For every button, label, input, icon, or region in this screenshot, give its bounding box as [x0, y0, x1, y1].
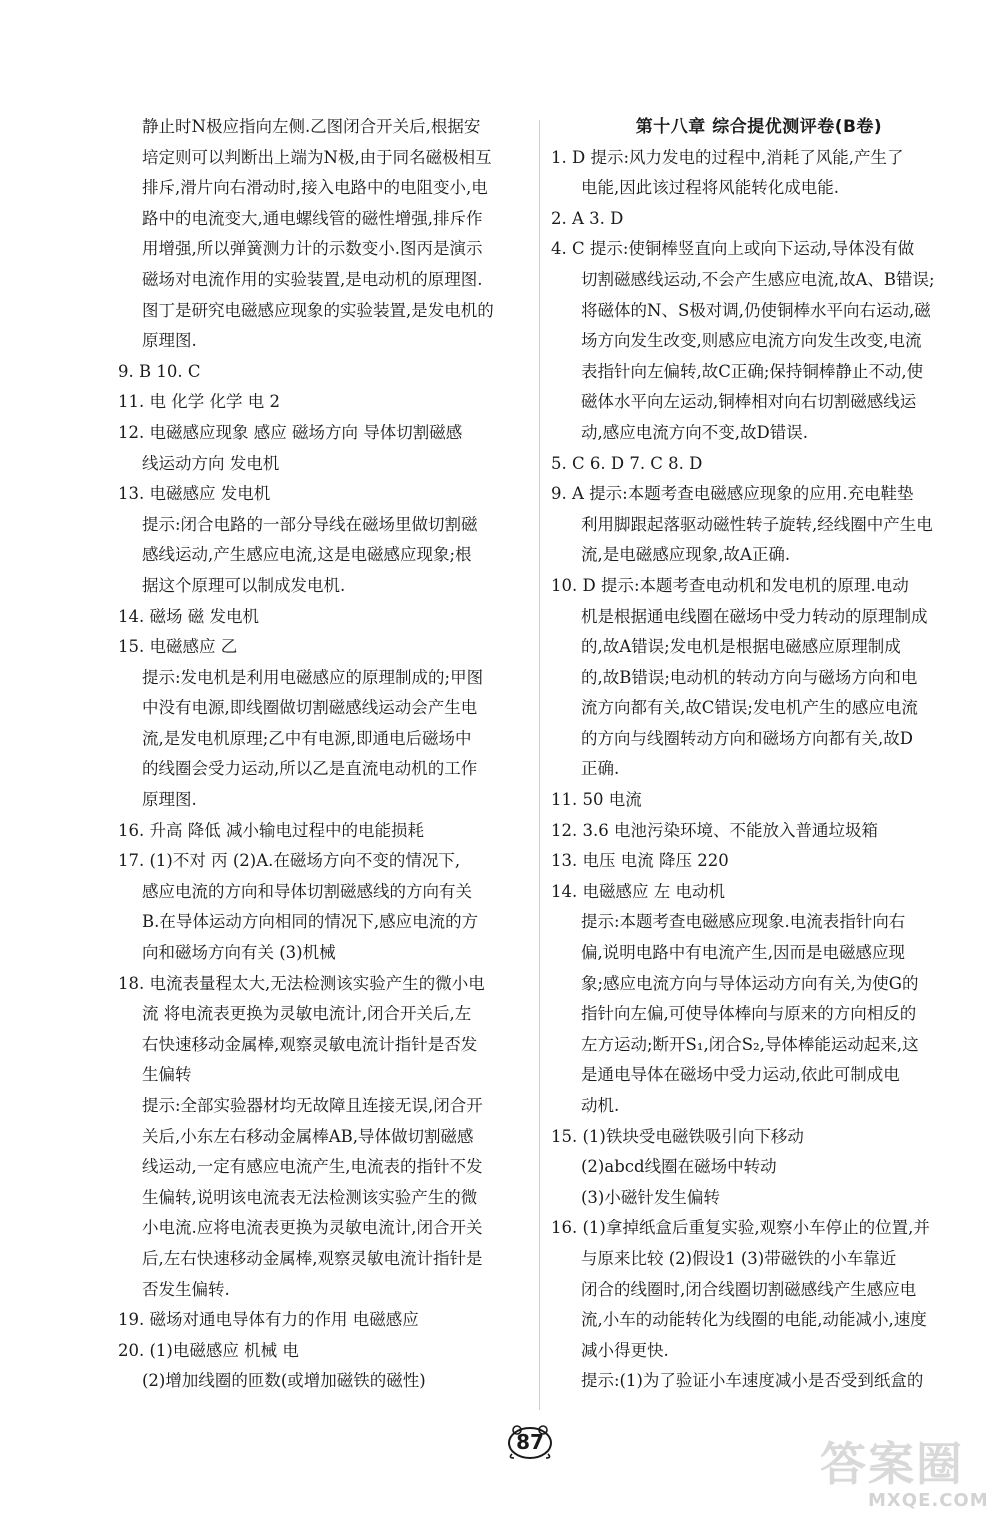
answer-line: 12. 电磁感应现象 感应 磁场方向 导体切割磁感: [118, 422, 463, 442]
text-line: 线运动,一定有感应电流产生,电流表的指针不发: [142, 1157, 483, 1177]
answer-line: 11. 50 电流: [551, 790, 642, 810]
answer-line: 11. 电 化学 化学 电 2: [118, 392, 280, 412]
text-line: 据这个原理可以制成发电机.: [142, 575, 346, 595]
answer-line: 15. 电磁感应 乙: [118, 637, 238, 657]
text-line: 机是根据通电线圈在磁场中受力转动的原理制成: [581, 606, 928, 626]
answer-line: 18. 电流表量程太大,无法检测该实验产生的微小电: [118, 973, 485, 993]
text-line: 原理图.: [142, 331, 197, 351]
text-line: 的线圈会受力运动,所以乙是直流电动机的工作: [142, 759, 478, 779]
answer-line: 1. D 提示:风力发电的过程中,消耗了风能,产生了: [551, 147, 904, 167]
page-number-text: 87: [516, 1430, 544, 1454]
text-line: 左方运动;断开S₁,闭合S₂,导体棒能运动起来,这: [581, 1034, 919, 1054]
text-line: 生偏转: [142, 1065, 192, 1085]
answer-line: 13. 电压 电流 降压 220: [551, 851, 729, 871]
text-line: 磁体水平向左运动,铜棒相对向右切割磁感线运: [581, 392, 917, 412]
answer-line: 20. (1)电磁感应 机械 电: [118, 1340, 299, 1360]
text-line: (3)小磁针发生偏转: [581, 1187, 720, 1207]
text-line: 流,小车的动能转化为线圈的电能,动能减小,速度: [581, 1310, 927, 1330]
answer-line: 15. (1)铁块受电磁铁吸引向下移动: [551, 1126, 804, 1146]
answer-line: 9. B 10. C: [118, 361, 201, 381]
text-line: 关后,小东左右移动金属棒AB,导体做切割磁感: [142, 1126, 474, 1146]
hint-line: 提示:发电机是利用电磁感应的原理制成的;甲图: [142, 667, 484, 687]
text-line: 右快速移动金属棒,观察灵敏电流计指针是否发: [142, 1034, 478, 1054]
text-line: 否发生偏转.: [142, 1279, 230, 1299]
hint-line: 提示:全部实验器材均无故障且连接无误,闭合开: [142, 1096, 483, 1115]
answer-line: 14. 磁场 磁 发电机: [118, 606, 259, 626]
answer-line: 16. (1)拿掉纸盒后重复实验,观察小车停止的位置,并: [551, 1218, 930, 1238]
text-line: 感线运动,产生感应电流,这是电磁感应现象;根: [142, 545, 472, 565]
text-line: 排斥,滑片向右滑动时,接入电路中的电阻变小,电: [142, 178, 488, 198]
answer-line: 14. 电磁感应 左 电动机: [551, 881, 725, 901]
text-line: 的,故B错误;电动机的转动方向与磁场方向和电: [581, 667, 918, 687]
hint-line: 提示:本题考查电磁感应现象.电流表指针向右: [581, 912, 906, 932]
text-line: 闭合的线圈时,闭合线圈切割磁感线产生感应电: [581, 1279, 917, 1299]
text-line: 表指针向左偏转,故C正确;保持铜棒静止不动,使: [581, 361, 924, 381]
text-line: 的,故A错误;发电机是根据电磁感应原理制成: [581, 637, 901, 657]
answer-line: 2. A 3. D: [551, 208, 624, 228]
text-line: 向和磁场方向有关 (3)机械: [142, 943, 336, 963]
text-line: 电能,因此该过程将风能转化成电能.: [581, 178, 839, 198]
text-line: (2)增加线圈的匝数(或增加磁铁的磁性): [142, 1371, 426, 1391]
answer-line: 13. 电磁感应 发电机: [118, 484, 271, 504]
text-line: 正确.: [581, 759, 620, 779]
text-line: 小电流.应将电流表更换为灵敏电流计,闭合开关: [142, 1218, 483, 1238]
text-line: 磁场对电流作用的实验装置,是电动机的原理图.: [142, 269, 483, 289]
right-column: [551, 112, 967, 1397]
column-divider: [539, 120, 540, 1410]
answer-line: 5. C 6. D 7. C 8. D: [551, 453, 703, 473]
text-line: 线运动方向 发电机: [142, 453, 280, 473]
text-line: 图丁是研究电磁感应现象的实验装置,是发电机的: [142, 300, 494, 320]
text-line: 中没有电源,即线圈做切割磁感线运动会产生电: [142, 698, 478, 718]
text-line: 与原来比较 (2)假设1 (3)带磁铁的小车靠近: [581, 1248, 897, 1268]
text-line: 场方向发生改变,则感应电流方向发生改变,电流: [581, 331, 922, 351]
text-line: 静止时N极应指向左侧.乙图闭合开关后,根据安: [142, 117, 481, 136]
text-line: 流,是电磁感应现象,故A正确.: [581, 545, 791, 565]
answer-line: 17. (1)不对 丙 (2)A.在磁场方向不变的情况下,: [118, 851, 461, 871]
text-line: 生偏转,说明该电流表无法检测该实验产生的微: [142, 1187, 478, 1207]
text-line: 原理图.: [142, 790, 197, 810]
answer-line: 16. 升高 降低 减小输电过程中的电能损耗: [118, 820, 424, 840]
watermark-title: 答案圈: [820, 1437, 964, 1491]
answer-line: 19. 磁场对通电导体有力的作用 电磁感应: [118, 1310, 419, 1330]
text-line: 切割磁感线运动,不会产生感应电流,故A、B错误;: [581, 269, 935, 289]
text-line: 路中的电流变大,通电螺线管的磁性增强,排斥作: [142, 208, 483, 228]
answer-line: 9. A 提示:本题考查电磁感应现象的应用.充电鞋垫: [551, 484, 914, 504]
answer-line: 12. 3.6 电池污染环境、不能放入普通垃圾箱: [551, 820, 878, 840]
text-line: (2)abcd线圈在磁场中转动: [581, 1157, 777, 1177]
text-line: 后,左右快速移动金属棒,观察灵敏电流计指针是: [142, 1248, 483, 1268]
text-line: 减小得更快.: [581, 1340, 669, 1360]
text-line: 培定则可以判断出上端为N极,由于同名磁极相互: [142, 147, 492, 167]
watermark-url: MXQE.COM: [868, 1490, 989, 1511]
text-line: 是通电导体在磁场中受力运动,依此可制成电: [581, 1065, 900, 1085]
section-heading: 第十八章 综合提优测评卷(B卷): [635, 117, 883, 137]
watermark-logo: [820, 1437, 990, 1520]
text-line: 的方向与线圈转动方向和磁场方向都有关,故D: [581, 728, 913, 748]
text-line: 用增强,所以弹簧测力计的示数变小.图丙是演示: [142, 239, 483, 259]
text-line: 感应电流的方向和导体切割磁感线的方向有关: [142, 881, 472, 901]
text-line: 流方向都有关,故C错误;发电机产生的感应电流: [581, 698, 918, 718]
text-line: 将磁体的N、S极对调,仍使铜棒水平向右运动,磁: [581, 300, 931, 320]
text-line: B.在导体运动方向相同的情况下,感应电流的方: [142, 912, 479, 932]
text-line: 流,是发电机原理;乙中有电源,即通电后磁场中: [142, 728, 472, 748]
text-line: 动机.: [581, 1096, 620, 1115]
text-line: 动,感应电流方向不变,故D错误.: [581, 422, 808, 442]
left-column: [118, 112, 526, 1397]
hint-line: 提示:(1)为了验证小车速度减小是否受到纸盒的: [581, 1371, 924, 1391]
answer-line: 4. C 提示:使铜棒竖直向上或向下运动,导体没有做: [551, 239, 915, 259]
text-line: 象;感应电流方向与导体运动方向有关,为使G的: [581, 973, 919, 993]
text-line: 利用脚跟起落驱动磁性转子旋转,经线圈中产生电: [581, 514, 933, 534]
hint-line: 提示:闭合电路的一部分导线在磁场里做切割磁: [142, 514, 478, 534]
page-number: [506, 1424, 554, 1460]
text-line: 偏,说明电路中有电流产生,因而是电磁感应现: [581, 943, 905, 963]
text-line: 指针向左偏,可使导体棒向与原来的方向相反的: [581, 1004, 917, 1024]
text-line: 流 将电流表更换为灵敏电流计,闭合开关后,左: [142, 1004, 472, 1024]
answer-line: 10. D 提示:本题考查电动机和发电机的原理.电动: [551, 575, 909, 595]
